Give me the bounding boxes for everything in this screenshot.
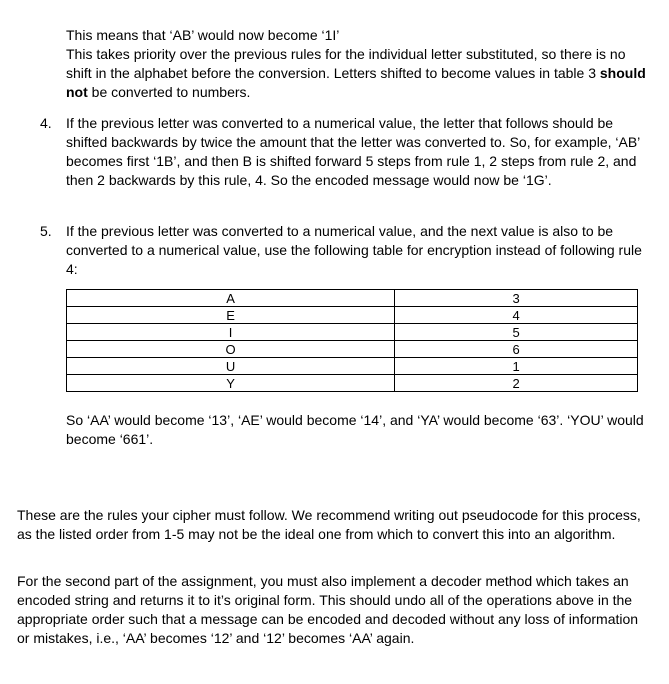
value-cell: 2	[395, 375, 638, 392]
closing-paragraph-2: For the second part of the assignment, you must also implement a decoder method which takes an encoded string and returns it to it’s original form. This should undo all of the operations above in the appropriate order such that a message can be encoded and decoded without any loss of information or mistakes, i.e., ‘AA’ becomes ‘12’ and ‘12’ becomes ‘AA’ again.	[17, 573, 639, 646]
intro-text	[66, 26, 651, 102]
value-cell: 5	[395, 324, 638, 341]
table-row	[67, 324, 638, 341]
value-cell: 1	[395, 358, 638, 375]
rule-number: 5.	[40, 223, 52, 239]
letter-cell: E	[67, 307, 395, 324]
rule-4	[40, 114, 651, 190]
should-not-emphasis: should not	[66, 65, 646, 100]
closing-paragraph-1: These are the rules your cipher must follow. We recommend writing out pseudocode for this process, as the listed order from 1-5 may not be the ideal one from which to convert this into an algorithm.	[17, 507, 641, 542]
rule-text: If the previous letter was converted to a numerical value, the letter that follows should be shifted backwards by twice the amount that the letter was converted to. So, for example, ‘AB’ becomes first ‘1B’, and then B is shifted forward 5 steps from rule 1, 2 steps from rule 2, and then 2 backwards by this rule, 4. So the encoded message would now be ‘1G’.	[66, 115, 640, 188]
rule-text: If the previous letter was converted to a numerical value, and the next value is also to be converted to a numerical value, use the following table for encryption instead of following rule 4:	[66, 223, 642, 277]
table-row	[67, 341, 638, 358]
value-cell: 3	[395, 290, 638, 307]
table-row	[67, 375, 638, 392]
intro-line-2: This takes priority over the previous rules for the individual letter substituted, so there is no shift in the alphabet before the conversion. Letters shifted to become values in table 3 should not be converted to numbers.	[66, 46, 646, 100]
table-row	[67, 307, 638, 324]
table-row	[67, 290, 638, 307]
letter-cell: O	[67, 341, 395, 358]
letter-cell: I	[67, 324, 395, 341]
value-cell: 6	[395, 341, 638, 358]
vowel-encryption-table	[66, 289, 638, 392]
rule-5	[40, 222, 651, 279]
table-row	[67, 358, 638, 375]
example-text: So ‘AA’ would become ‘13’, ‘AE’ would become ‘14’, and ‘YA’ would become ‘63’. ‘YOU’ would become ‘661’.	[66, 412, 644, 447]
value-cell: 4	[395, 307, 638, 324]
letter-cell: A	[67, 290, 395, 307]
letter-cell: U	[67, 358, 395, 375]
letter-cell: Y	[67, 375, 395, 392]
intro-line-1: This means that ‘AB’ would now become ‘1I’	[66, 27, 340, 43]
rule-number: 4.	[40, 115, 52, 131]
